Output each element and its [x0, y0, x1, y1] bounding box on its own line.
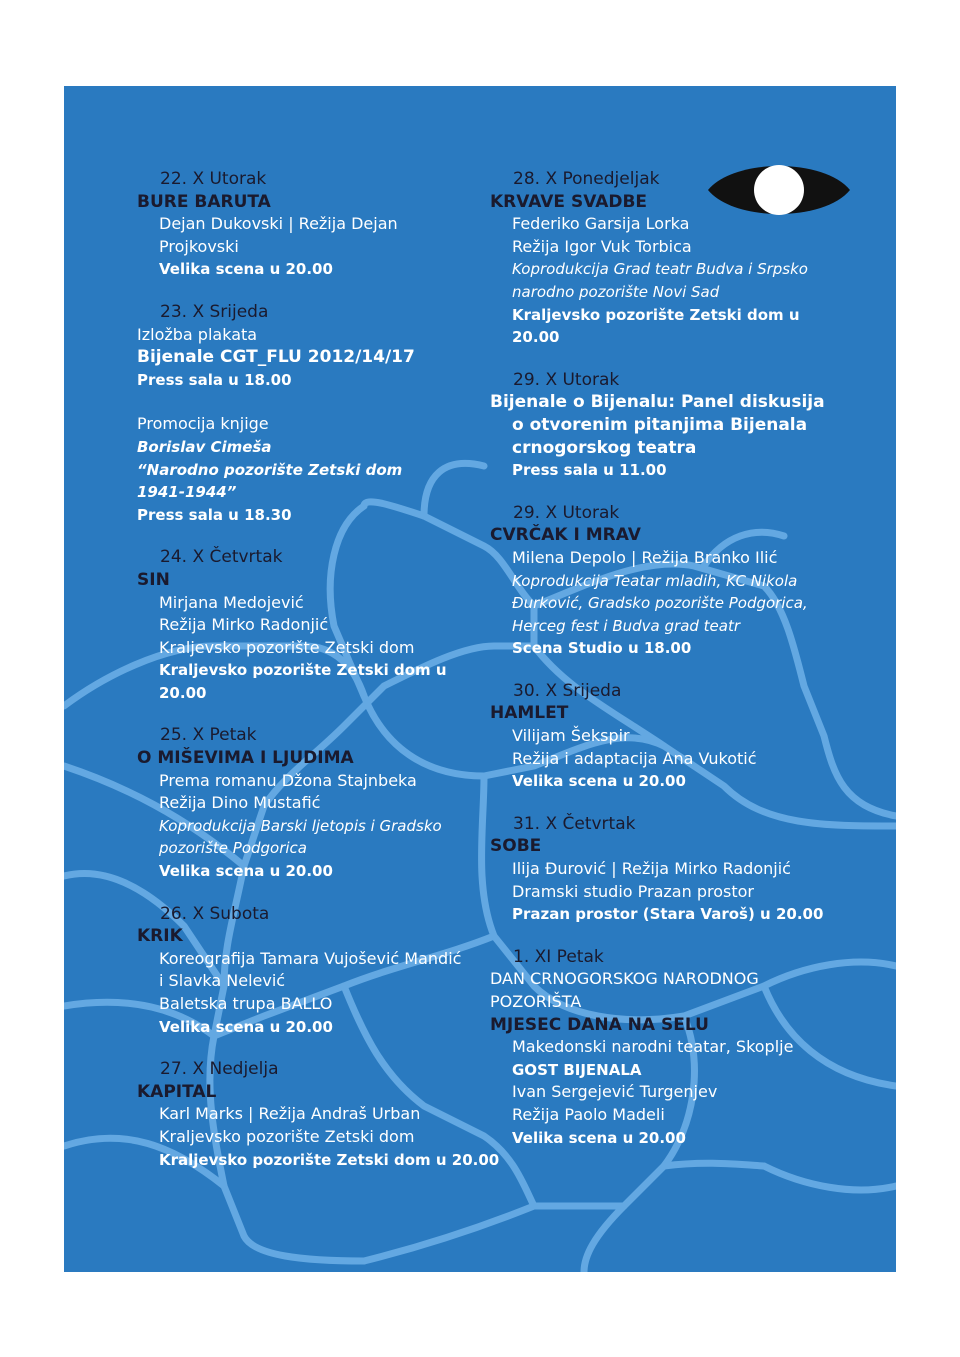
event-title-cont: o otvorenim pitanjima Bijenala [512, 414, 808, 435]
event-director: Režija Mirko Radonjić [159, 615, 329, 635]
event-panel-diskusija [490, 369, 830, 482]
event-coproduction: Koprodukcija Barski ljetopis i Gradsko [159, 816, 442, 835]
event-title: HAMLET [490, 703, 569, 724]
event-title: SOBE [490, 836, 542, 857]
event-coproduction-cont-2: Herceg fest i Budva grad teatr [512, 616, 741, 635]
event-production: Kraljevsko pozorište Zetski dom [159, 1126, 415, 1146]
event-title: Bijenale o Bijenalu: Panel diskusija [490, 392, 825, 413]
event-choreography: Koreografija Tamara Vujošević Mandić [159, 948, 462, 968]
event-title: CVRČAK I MRAV [490, 525, 641, 546]
event-cvrcak-i-mrav [490, 502, 830, 660]
event-title-cont-2: crnogorskog teatra [512, 437, 697, 458]
event-director: Režija Igor Vuk Torbica [512, 236, 692, 256]
event-date: 26. X Subota [160, 903, 270, 924]
event-author: Ilija Đurović | Režija Mirko Radonjić [512, 859, 791, 879]
event-date: 29. X Utorak [513, 369, 620, 390]
event-author: Ivan Sergejević Turgenjev [512, 1082, 718, 1102]
event-title: KRVAVE SVADBE [490, 191, 648, 212]
event-title: SIN [137, 569, 170, 590]
event-krvave-svadbe [490, 168, 830, 349]
event-director: Režija Dino Mustafić [159, 793, 321, 813]
right-column [490, 168, 830, 1149]
event-venue: Press sala u 18.00 [137, 370, 292, 389]
event-izlozba-plakata [137, 301, 482, 391]
event-coproduction: Koprodukcija Teatar mladih, KC Nikola [512, 571, 798, 590]
event-production: Baletska trupa BALLO [159, 994, 333, 1013]
event-venue: Velika scena u 20.00 [159, 1017, 333, 1036]
event-author: Mirjana Medojević [159, 592, 304, 612]
event-venue: Kraljevsko pozorište Zetski dom u 20.00 [159, 1150, 500, 1169]
event-time: 20.00 [512, 328, 560, 347]
event-promocija-knjige [137, 413, 482, 526]
event-coproduction-cont: narodno pozorište Novi Sad [512, 282, 720, 301]
event-venue: Kraljevsko pozorište Zetski dom u [159, 661, 447, 680]
event-title: BURE BARUTA [137, 191, 271, 212]
event-sobe [490, 813, 830, 926]
event-hamlet [490, 680, 830, 793]
event-book-title: “Narodno pozorište Zetski dom [137, 460, 403, 479]
event-title: Bijenale CGT_FLU 2012/14/17 [137, 347, 415, 368]
event-occasion: DAN CRNOGORSKOG NARODNOG [490, 969, 759, 989]
event-date: 25. X Petak [160, 725, 257, 746]
event-kapital [137, 1058, 500, 1171]
event-guest-label: GOST BIJENALA [512, 1060, 642, 1079]
event-type: Promocija knjige [137, 414, 269, 434]
event-director: Režija Paolo Madeli [512, 1104, 665, 1124]
event-author: Karl Marks | Režija Andraš Urban [159, 1104, 421, 1124]
event-date: 22. X Utorak [160, 169, 267, 189]
event-venue: Kraljevsko pozorište Zetski dom u [512, 305, 800, 324]
event-time: 20.00 [159, 683, 207, 702]
event-book-years: 1941-1944” [137, 483, 237, 502]
event-mjesec-dana-na-selu [490, 946, 830, 1149]
event-venue: Velika scena u 20.00 [512, 1128, 686, 1147]
event-venue: Prazan prostor (Stara Varoš) u 20.00 [512, 905, 824, 924]
event-production: Makedonski narodni teatar, Skoplje [512, 1037, 794, 1057]
event-venue: Press sala u 18.30 [137, 505, 292, 524]
event-author: Vilijam Šekspir [512, 726, 630, 746]
event-venue: Velika scena u 20.00 [512, 772, 686, 791]
event-venue: Velika scena u 20.00 [159, 862, 333, 881]
event-coproduction: Koprodukcija Grad teatr Budva i Srpsko [512, 260, 808, 279]
event-date: 28. X Ponedjeljak [513, 169, 660, 189]
event-author: Federiko Garsija Lorka [512, 214, 690, 234]
event-title: KRIK [137, 926, 183, 947]
event-coproduction-cont: Đurković, Gradsko pozorište Podgorica, [512, 594, 808, 613]
event-date: 29. X Utorak [513, 502, 620, 523]
event-author: Dejan Dukovski | Režija Dejan [159, 214, 398, 234]
event-type: Izložba plakata [137, 324, 258, 344]
event-sin [137, 546, 482, 704]
event-title: O MIŠEVIMA I LJUDIMA [137, 748, 354, 769]
event-occasion-cont: POZORIŠTA [490, 992, 582, 1011]
event-date: 23. X Srijeda [160, 301, 269, 322]
event-title: MJESEC DANA NA SELU [490, 1014, 709, 1035]
event-date: 1. XI Petak [513, 946, 604, 967]
event-coproduction-cont: pozorište Podgorica [159, 839, 307, 858]
program-panel [64, 86, 896, 1272]
event-date: 30. X Srijeda [513, 680, 622, 701]
event-director: Režija i adaptacija Ana Vukotić [512, 748, 757, 768]
event-title: KAPITAL [137, 1081, 217, 1102]
event-date: 31. X Četvrtak [513, 813, 636, 834]
event-production: Dramski studio Prazan prostor [512, 881, 754, 901]
event-krik [137, 903, 482, 1039]
event-venue: Press sala u 11.00 [512, 461, 667, 480]
event-date: 24. X Četvrtak [160, 547, 283, 568]
event-choreography-cont: i Slavka Nelević [159, 971, 286, 991]
event-author: Prema romanu Džona Stajnbeka [159, 770, 417, 790]
event-date: 27. X Nedjelja [160, 1059, 279, 1080]
event-venue: Scena Studio u 18.00 [512, 639, 692, 658]
event-venue: Velika scena u 20.00 [159, 260, 333, 279]
event-bure-baruta [137, 168, 482, 281]
event-director: Projkovski [159, 236, 239, 256]
event-author: Milena Depolo | Režija Branko Ilić [512, 547, 778, 567]
event-o-misevima-i-ljudima [137, 724, 482, 882]
left-column [137, 168, 500, 1171]
event-production: Kraljevsko pozorište Zetski dom [159, 637, 415, 657]
event-author: Borislav Cimeša [137, 437, 272, 456]
